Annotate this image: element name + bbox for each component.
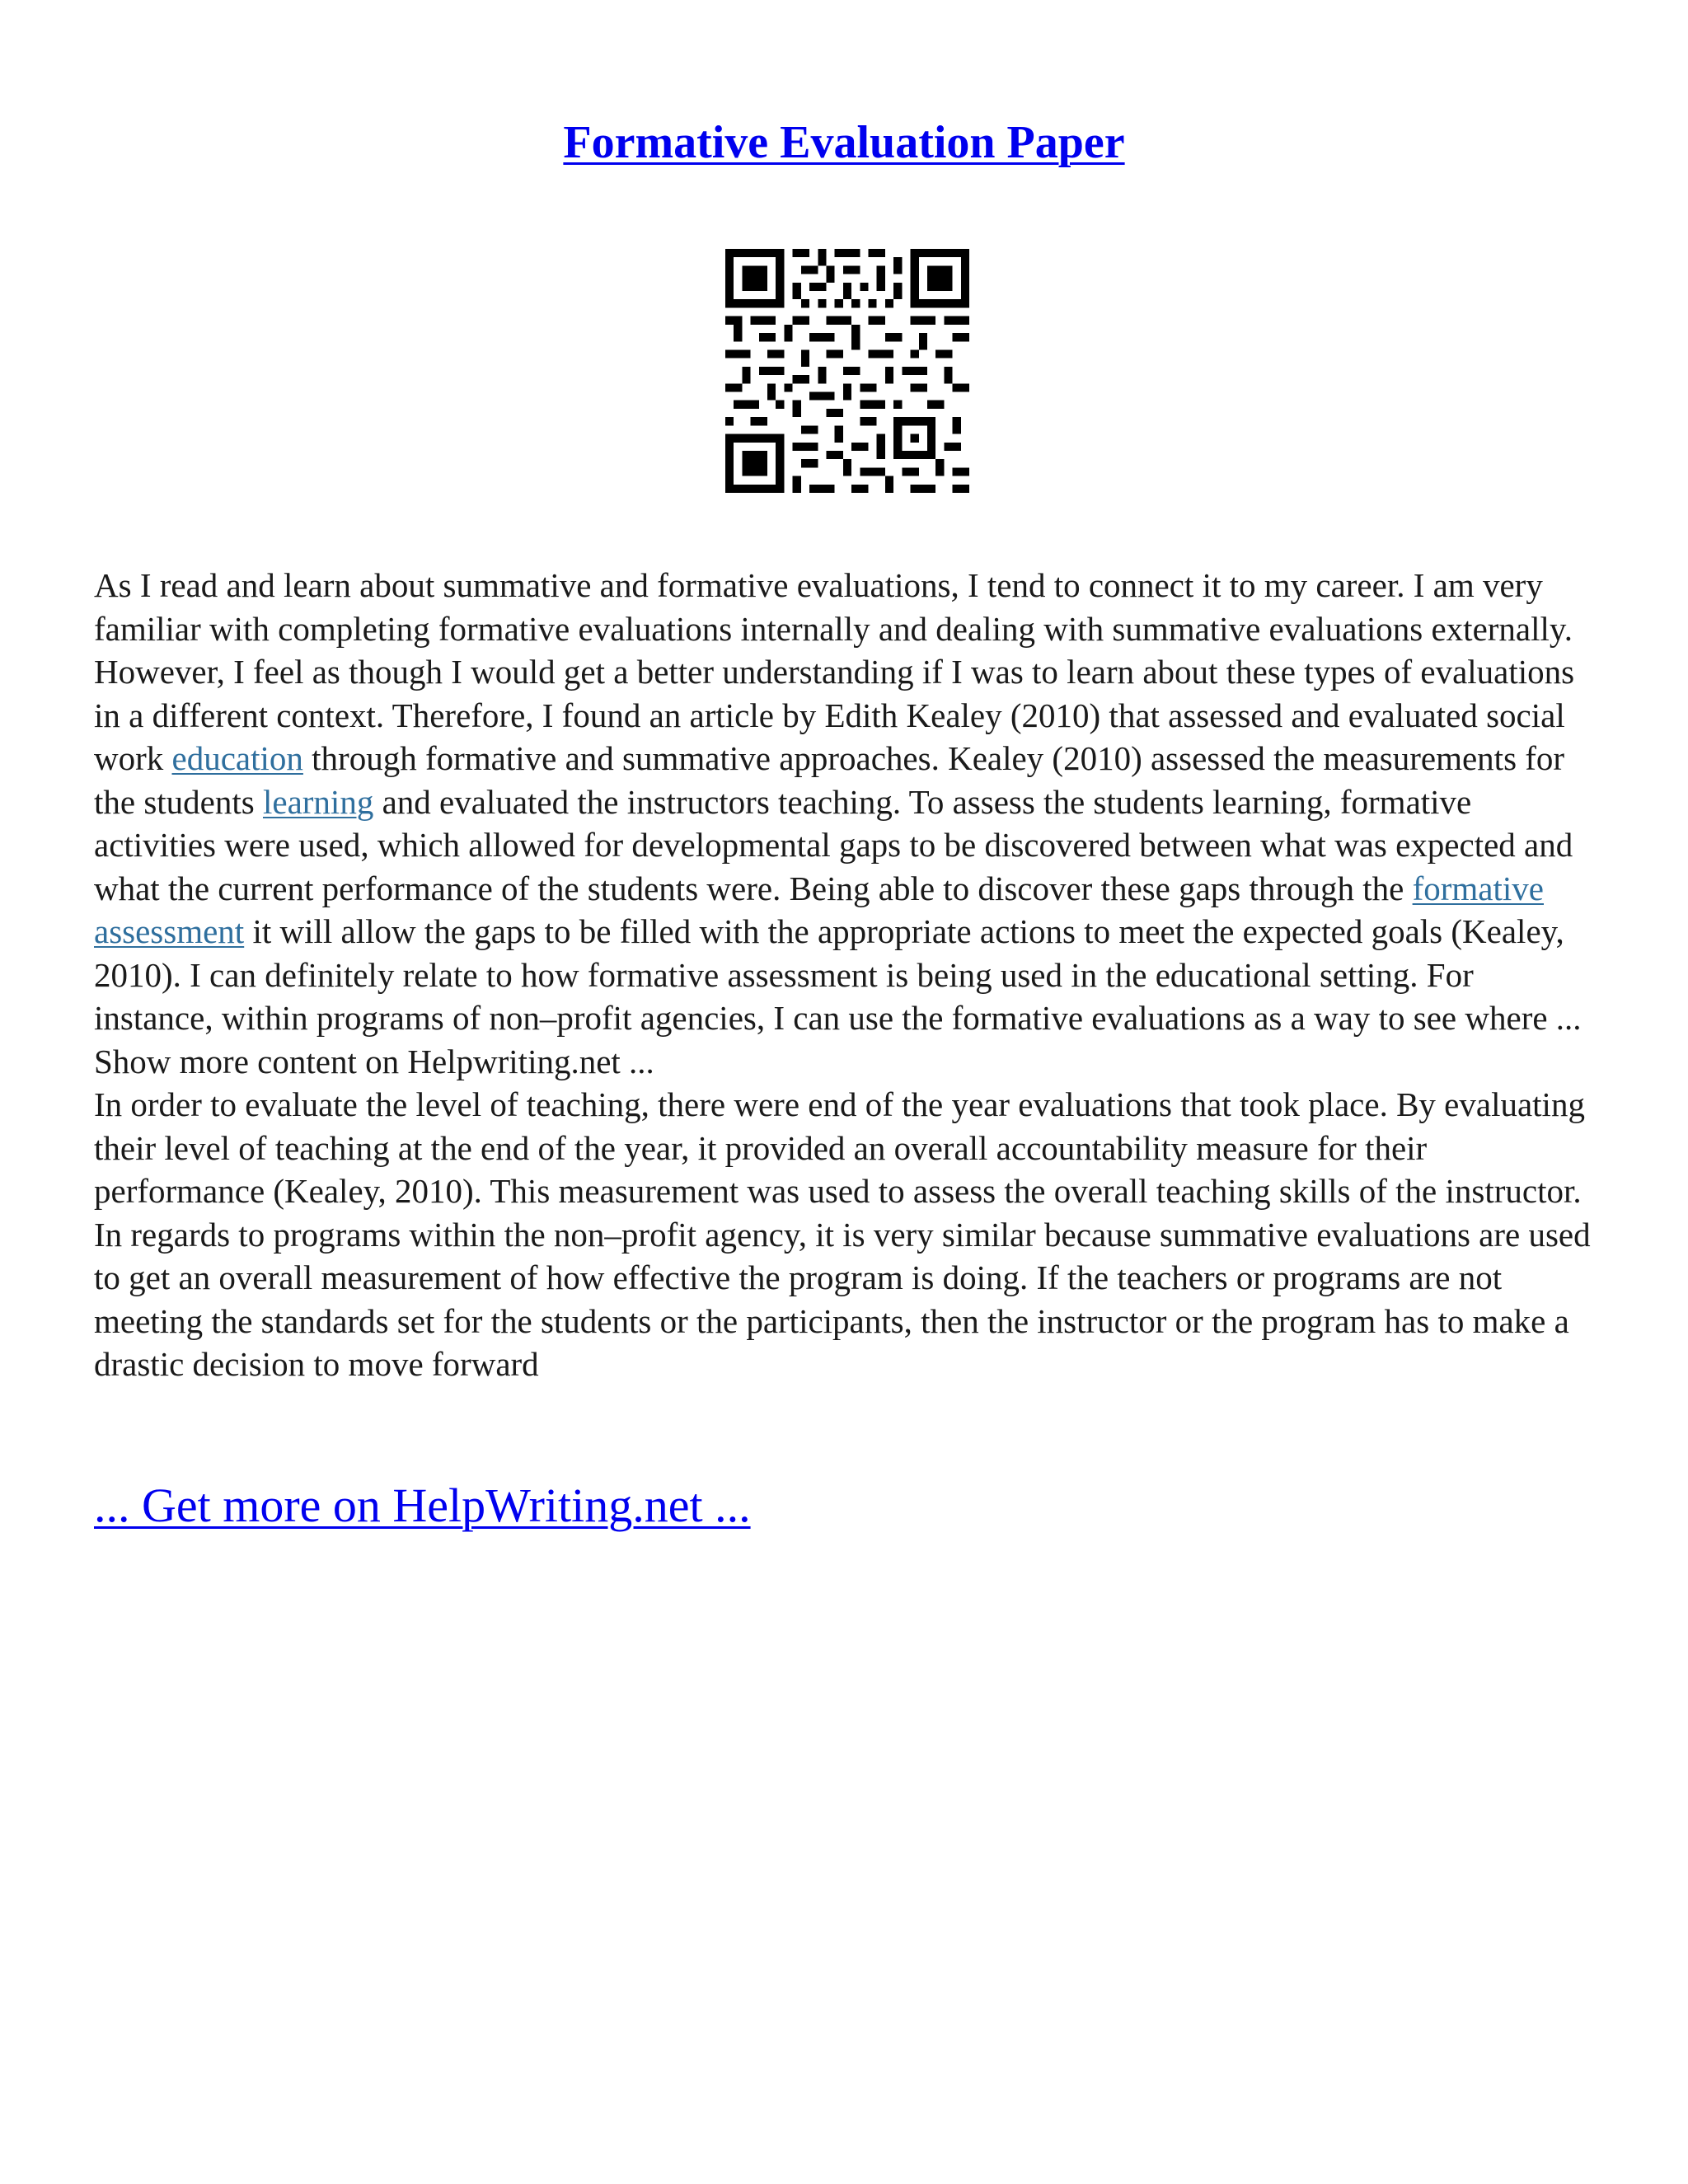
article-body bbox=[94, 564, 1594, 1386]
paragraph-1 bbox=[94, 564, 1594, 1083]
learning-link[interactable]: learning bbox=[262, 782, 374, 821]
paragraph-1-text-1: As I read and learn about summative and formative evaluations, I tend to connect it to my career. I am very familiar with completing formative evaluations internally and dealing with summative evaluations externally. However, I feel as though I would get a better understanding if I was to learn about these types of evaluations in a different context. Therefore, I found an article by Edith Kealey (2010) that assessed and evaluated social work bbox=[94, 566, 1575, 777]
formative-assessment-link[interactable]: formative assessment bbox=[94, 869, 1544, 950]
paragraph-1-text-4: it will allow the gaps to be filled with the appropriate actions to meet the expected goals (Kealey, 2010). I can definitely relate to how formative assessment is being used in the educational setting. For instance, within programs of non–profit agencies, I can use the formative evaluations as a way to see where ... Show more content on Helpwriting.net ... bbox=[94, 912, 1582, 1080]
qr-code-icon bbox=[725, 249, 969, 493]
paragraph-1-text-2: through formative and summative approaches. Kealey (2010) assessed the measurements for the students bbox=[94, 739, 1565, 821]
paragraph-1-text-3: and evaluated the instructors teaching. To assess the students learning, formative activities were used, which allowed for developmental gaps to be discovered between what was expected and what the current performance of the students were. Being able to discover these gaps through the bbox=[94, 782, 1573, 907]
education-link[interactable]: education bbox=[171, 739, 303, 777]
get-more-link[interactable]: ... Get more on HelpWriting.net ... bbox=[94, 1479, 751, 1532]
page-title-link[interactable]: Formative Evaluation Paper bbox=[563, 117, 1125, 168]
more-link-container bbox=[94, 1477, 751, 1535]
title-container bbox=[0, 114, 1688, 171]
paragraph-2: In order to evaluate the level of teaching, there were end of the year evaluations that took place. By evaluating their level of teaching at the end of the year, it provided an overall accountability measure for their performance (Kealey, 2010). This measurement was used to assess the overall teaching skills of the instructor. In regards to programs within the non–profit agency, it is very similar because summative evaluations are used to get an overall measurement of how effective the program is doing. If the teachers or programs are not meeting the standards set for the students or the participants, then the instructor or the program has to make a drastic decision to move forward bbox=[94, 1085, 1591, 1383]
